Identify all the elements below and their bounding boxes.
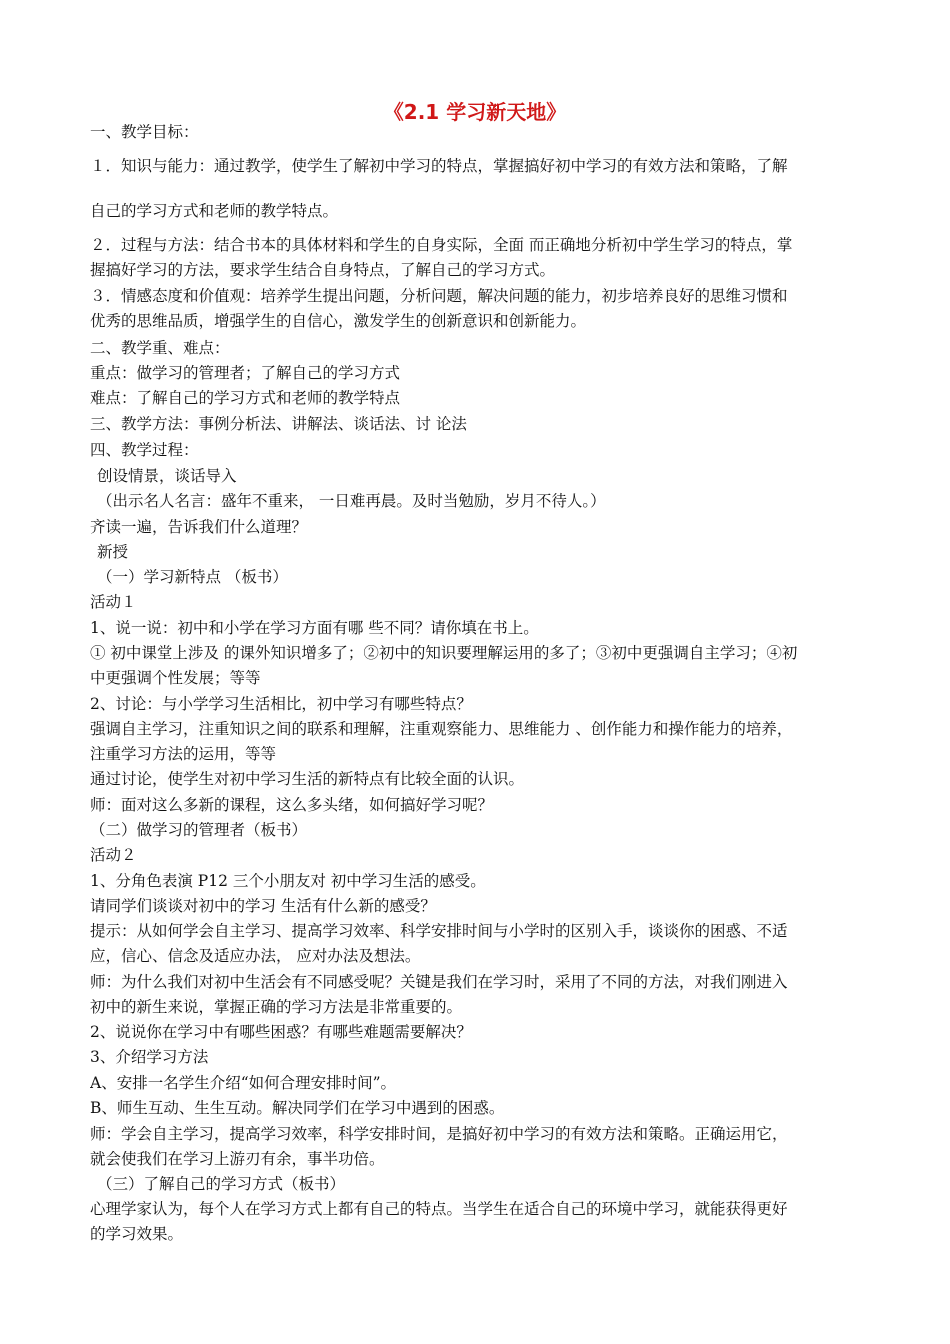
text-line: 3、介绍学习方法 (90, 1048, 209, 1066)
text-line: 难点：了解自己的学习方式和老师的教学特点 (90, 389, 401, 407)
text-line: 活动１ (90, 593, 137, 611)
text-line: ① 初中课堂上涉及 的课外知识增多了；②初中的知识要理解运用的多了；③初中更强调自主学习；④初 (90, 644, 798, 662)
text-line: 四、教学过程： (90, 441, 199, 459)
text-line: 自己的学习方式和老师的教学特点。 (90, 202, 339, 220)
text-line: 中更强调个性发展；等等 (90, 669, 261, 687)
text-line: 活动２ (90, 846, 137, 864)
text-line: 1、分角色表演 P12 三个小朋友对 初中学习生活的感受。 (90, 872, 486, 890)
text-line: 一、教学目标： (90, 123, 199, 141)
text-line: 强调自主学习，注重知识之间的联系和理解，注重观察能力、思维能力 、创作能力和操作能力的培养， (90, 720, 793, 738)
text-line: 2、说说你在学习中有哪些困惑？有哪些难题需要解决？ (90, 1023, 472, 1041)
text-line: A、安排一名学生介绍“如何合理安排时间”。 (90, 1074, 397, 1092)
text-line: 初中的新生来说，掌握正确的学习方法是非常重要的。 (90, 998, 463, 1016)
text-line: 重点：做学习的管理者；了解自己的学习方式 (90, 364, 401, 382)
text-line: 2、讨论：与小学学习生活相比，初中学习有哪些特点？ (90, 695, 472, 713)
text-line: 师：面对这么多新的课程，这么多头绪，如何搞好学习呢？ (90, 796, 494, 814)
text-line: 请同学们谈谈对初中的学习 生活有什么新的感受？ (90, 897, 436, 915)
text-line: （三）了解自己的学习方式（板书） (97, 1175, 346, 1193)
text-line: 握搞好学习的方法，要求学生结合自身特点，了解自己的学习方式。 (90, 261, 556, 279)
text-line: ２．过程与方法：结合书本的具体材料和学生的自身实际，全面 而正确地分析初中学生学习的特点，掌 (90, 236, 793, 254)
text-line: （一）学习新特点 （板书） (97, 568, 288, 586)
text-line: １．知识与能力：通过教学，使学生了解初中学习的特点，掌握搞好初中学习的有效方法和策略，了解 (90, 157, 788, 175)
text-line: （二）做学习的管理者（板书） (90, 821, 308, 839)
text-line: 通过讨论，使学生对初中学习生活的新特点有比较全面的认识。 (90, 770, 525, 788)
text-line: 优秀的思维品质，增强学生的自信心，激发学生的创新意识和创新能力。 (90, 312, 587, 330)
text-line: 心理学家认为，每个人在学习方式上都有自己的特点。当学生在适合自己的环境中学习，就能获得更好 (90, 1200, 788, 1218)
text-line: 师：学会自主学习，提高学习效率，科学安排时间，是搞好初中学习的有效方法和策略。正确运用它， (90, 1125, 788, 1143)
text-line: 1、说一说：初中和小学在学习方面有哪 些不同？请你填在书上。 (90, 619, 539, 637)
text-line: 新授 (97, 543, 129, 561)
text-line: 就会使我们在学习上游刃有余，事半功倍。 (90, 1150, 385, 1168)
text-line: ３．情感态度和价值观：培养学生提出问题，分析问题，解决问题的能力，初步培养良好的思维习惯和 (90, 287, 788, 305)
text-line: 三、教学方法：事例分析法、讲解法、谈话法、讨 论法 (90, 415, 467, 433)
document-title: 《2.1 学习新天地》 (383, 100, 567, 124)
text-line: 二、教学重、难点： (90, 339, 230, 357)
text-line: 应，信心、信念及适应办法， 应对办法及想法。 (90, 947, 421, 965)
text-line: （出示名人名言：盛年不重来， 一日难再晨。及时当勉励，岁月不待人。） (97, 492, 606, 510)
text-line: 创设情景，谈话导入 (97, 467, 237, 485)
text-line: 注重学习方法的运用，等等 (90, 745, 277, 763)
text-line: 提示：从如何学会自主学习、提高学习效率、科学安排时间与小学时的区别入手，谈谈你的困惑、不适 (90, 922, 788, 940)
text-line: 齐读一遍，告诉我们什么道理？ (90, 518, 308, 536)
text-line: 师：为什么我们对初中生活会有不同感受呢？关键是我们在学习时，采用了不同的方法，对我们刚进入 (90, 973, 788, 991)
text-line: 的学习效果。 (90, 1225, 184, 1243)
text-line: B、师生互动、生生互动。解决同学们在学习中遇到的困惑。 (90, 1099, 505, 1117)
